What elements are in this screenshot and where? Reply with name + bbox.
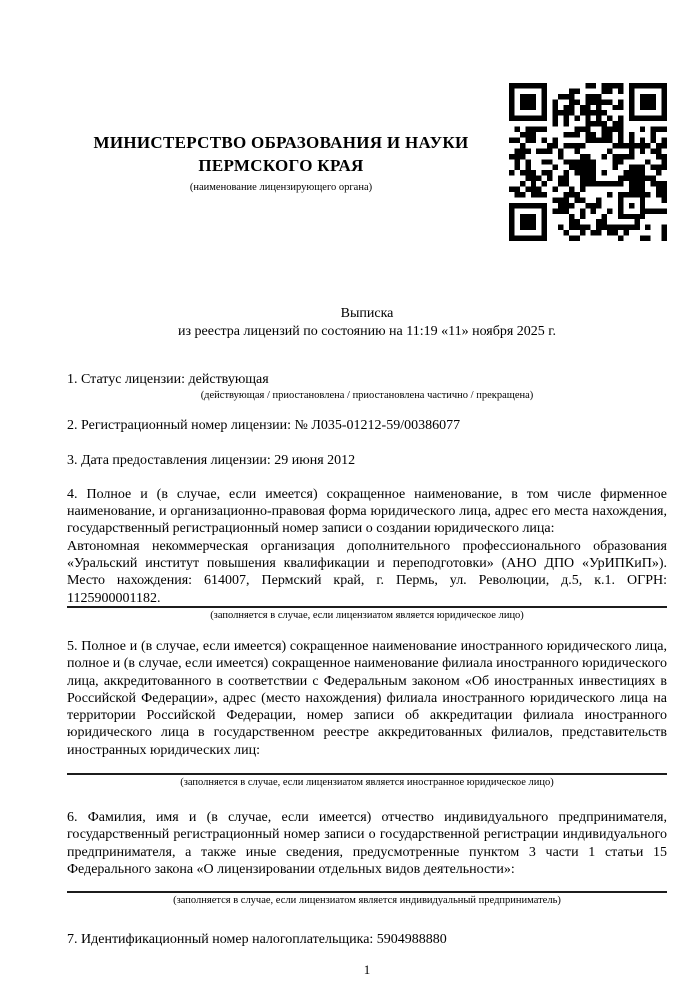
license-status-options-hint: (действующая / приостановлена / приостановлена частично / прекращена) bbox=[200, 390, 534, 402]
document-title bbox=[67, 305, 667, 340]
fill-in-rule-foreign-entity bbox=[67, 773, 667, 775]
document-body bbox=[67, 371, 667, 949]
title-line1: Выписка bbox=[340, 306, 394, 321]
ministry-name-line1: МИНИСТЕРСТВО ОБРАЗОВАНИЯ И НАУКИ bbox=[93, 132, 469, 152]
section-6-individual-entrepreneur bbox=[67, 809, 667, 907]
section-4-legal-entity bbox=[67, 486, 667, 622]
section-7-taxpayer-number: 7. Идентификационный номер налогоплательщика: 5904988880 bbox=[67, 932, 447, 948]
entrepreneur-question: 6. Фамилия, имя и (в случае, если имеется) отчество индивидуального предпринимателя, государственный регистрационный номер записи о государственной регистрации индивидуального предпринимателя, а также иные сведения, предусмотренные пунктом 3 части 1 статьи 15 Федерального закона «О лицензировании отдельных видов деятельности»: bbox=[67, 810, 667, 877]
fill-in-rule-entrepreneur bbox=[67, 891, 667, 893]
foreign-entity-question: 5. Полное и (в случае, если имеется) сокращенное наименование иностранного юридического лица, полное и (в случае, если имеется) сокращенное наименование филиала иностранного юридического лица, аккредитованного в соответствии с Федеральным законом «Об иностранных инвестициях в Российской Федерации», адрес (место нахождения) филиала иностранного юридического лица на территории Российской Федерации, номер записи об аккредитации филиала иностранного юридического лица в государственном реестре аккредитованных филиалов, представительств иностранных юридических лиц: bbox=[67, 638, 667, 758]
foreign-entity-caption: (заполняется в случае, если лицензиатом является иностранное юридическое лицо) bbox=[180, 777, 554, 789]
section-5-foreign-entity bbox=[67, 638, 667, 789]
legal-entity-value: Автономная некоммерческая организация дополнительного профессионального образования «Уральский институт повышения квалификации и переподготовки» (АНО ДПО «УрИПКиП»). Место нахождения: 614007, Пермский край, г. Пермь, ул. Революции, д.5, к.1. ОГРН: 1125900001182. bbox=[67, 538, 667, 606]
ministry-name-line2: ПЕРМСКОГО КРАЯ bbox=[198, 155, 364, 175]
section-1-license-status bbox=[67, 371, 667, 402]
licensing-authority-block bbox=[67, 131, 509, 194]
legal-entity-question: 4. Полное и (в случае, если имеется) сокращенное наименование, в том числе фирменное наименование, и организационно-правовая форма юридического лица, адрес его места нахождения, государственный регистрационный номер записи о создании юридического лица: bbox=[67, 486, 667, 537]
page-number: 1 bbox=[363, 961, 371, 977]
legal-entity-caption: (заполняется в случае, если лицензиатом является юридическое лицо) bbox=[210, 609, 524, 621]
qr-code-icon bbox=[509, 83, 667, 241]
document-header bbox=[67, 83, 667, 241]
title-line2: из реестра лицензий по состоянию на 11:19 «11» ноября 2025 г. bbox=[178, 323, 556, 339]
section-3-grant-date: 3. Дата предоставления лицензии: 29 июня 2012 bbox=[67, 452, 356, 468]
license-status-text: 1. Статус лицензии: действующая bbox=[67, 372, 269, 387]
entrepreneur-caption: (заполняется в случае, если лицензиатом является индивидуальный предприниматель) bbox=[173, 895, 561, 907]
section-2-registration-number: 2. Регистрационный номер лицензии: № Л035-01212-59/00386077 bbox=[67, 418, 461, 434]
ministry-caption: (наименование лицензирующего органа) bbox=[189, 181, 373, 193]
